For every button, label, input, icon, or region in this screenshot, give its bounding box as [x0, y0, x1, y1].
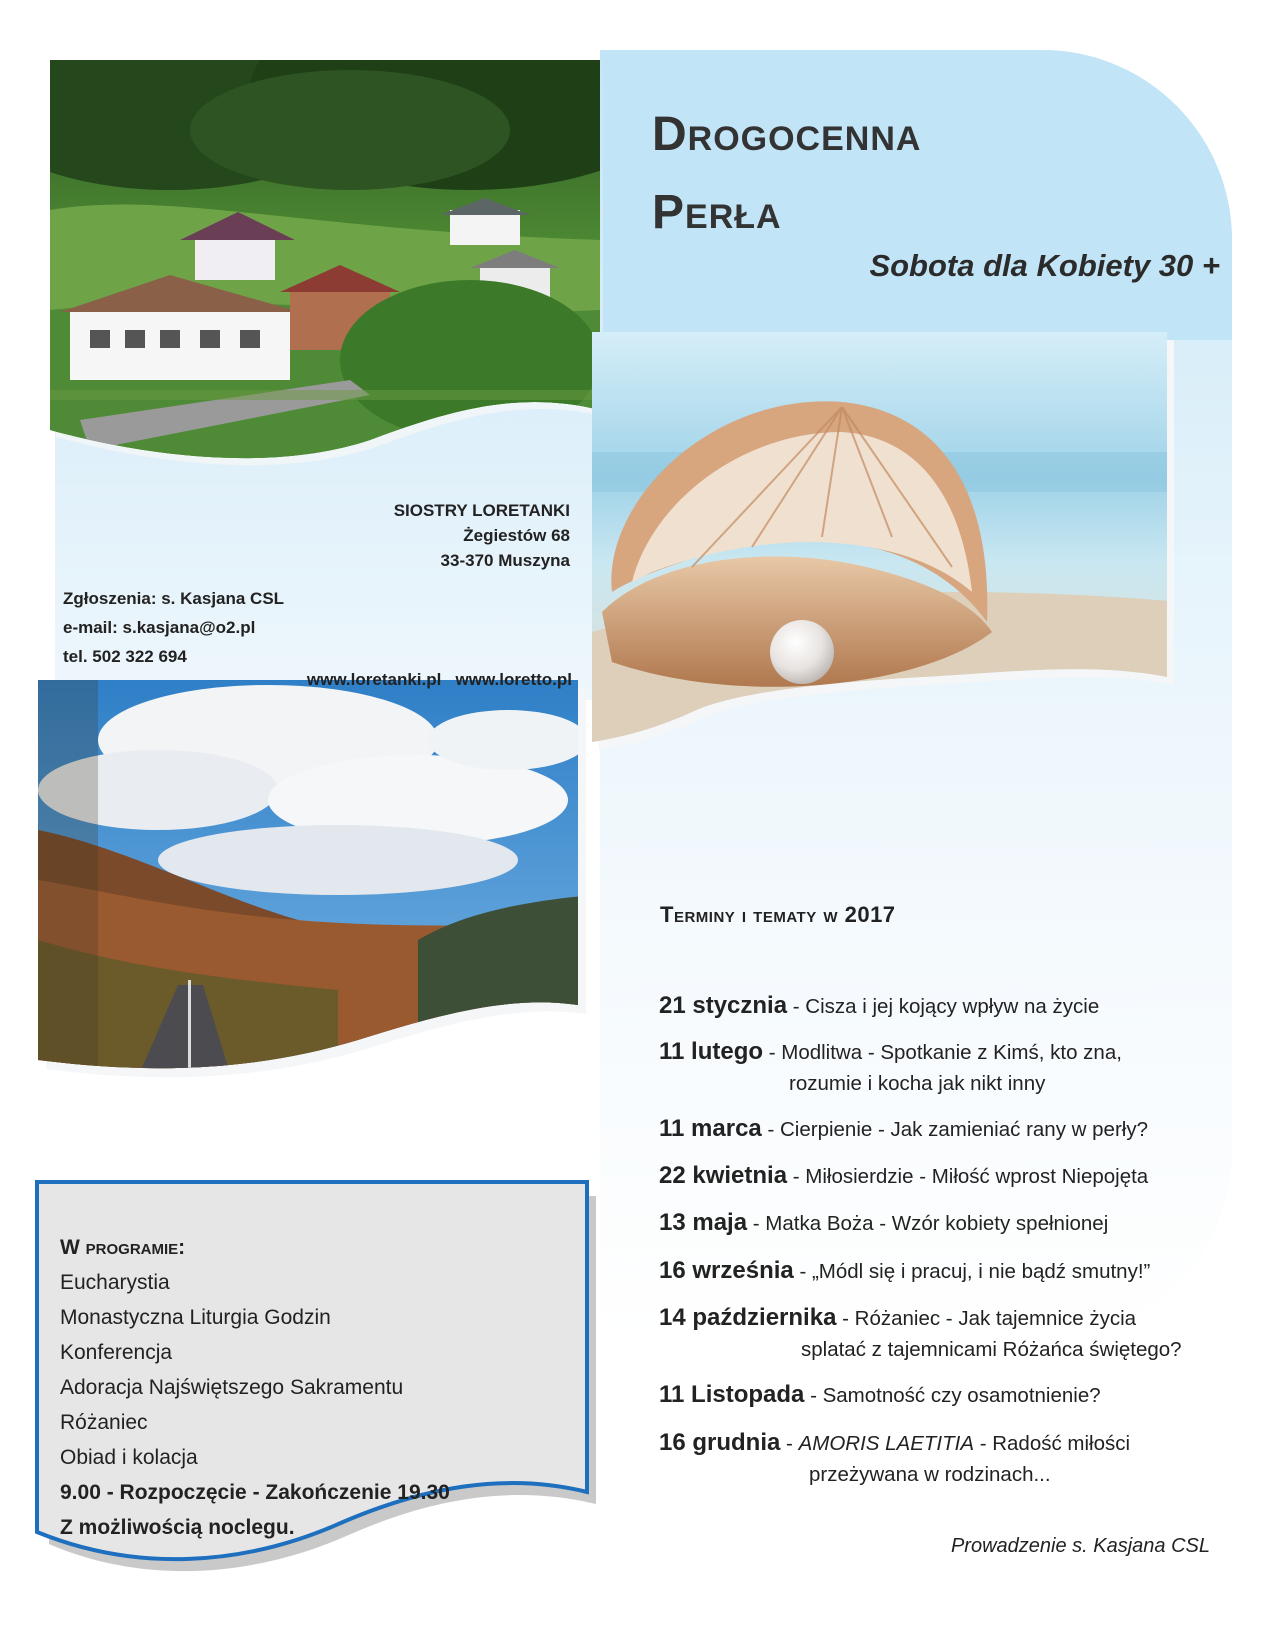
schedule-entry	[659, 1255, 1150, 1287]
entry-date: 13 maja	[659, 1209, 748, 1236]
entry-topic: - Miłosierdzie - Miłość wprost Niepojęta	[787, 1165, 1149, 1188]
websites	[200, 670, 572, 690]
entry-topic-italic: AMORIS LAETITIA	[798, 1432, 974, 1455]
program-item: Obiad i kolacja	[60, 1446, 198, 1469]
program-list	[60, 1230, 580, 1545]
entry-date: 21 stycznia	[659, 992, 788, 1019]
entry-topic: - Radość miłości	[974, 1432, 1131, 1455]
entry-date: 22 kwietnia	[659, 1162, 788, 1189]
program-hours: 9.00 - Rozpoczęcie - Zakończenie 19.30	[60, 1481, 450, 1504]
schedule-entry	[659, 1036, 1122, 1099]
mountain-road-photo	[38, 680, 593, 1100]
entry-topic: - Cierpienie - Jak zamieniać rany w perły?	[761, 1118, 1148, 1141]
entry-topic-continued: splatać z tajemnicami Różańca świętego?	[801, 1338, 1182, 1361]
program-item: Różaniec	[60, 1411, 148, 1434]
entry-date: 16 grudnia	[659, 1429, 781, 1456]
pearl-shell-photo	[592, 332, 1182, 752]
schedule-entry	[659, 1113, 1148, 1145]
email-address: e-mail: s.kasjana@o2.pl	[63, 618, 256, 637]
program-item: Konferencja	[60, 1341, 173, 1364]
title-line-1: Drogocenna	[652, 108, 922, 161]
schedule-entry	[659, 1160, 1148, 1192]
entry-date: 14 października	[659, 1304, 837, 1331]
entry-topic-prefix: -	[780, 1432, 799, 1455]
schedule-entry	[659, 990, 1099, 1022]
entry-topic: - Cisza i jej kojący wpływ na życie	[787, 995, 1100, 1018]
entry-topic: - Modlitwa - Spotkanie z Kimś, kto zna,	[763, 1041, 1122, 1064]
city-address: 33-370 Muszyna	[440, 551, 570, 570]
website-link-1[interactable]: www.loretanki.pl	[306, 670, 442, 689]
registration-info	[63, 584, 463, 671]
program-heading: W programie:	[60, 1236, 186, 1259]
facilitator-credit: Prowadzenie s. Kasjana CSL	[950, 1535, 1210, 1557]
entry-topic-continued: rozumie i kocha jak nikt inny	[789, 1072, 1046, 1095]
program-lodging: Z możliwością noclegu.	[60, 1516, 295, 1539]
program-item: Eucharystia	[60, 1271, 170, 1294]
schedule-entry	[659, 1379, 1101, 1411]
program-item: Monastyczna Liturgia Godzin	[60, 1306, 331, 1329]
schedule-entry	[659, 1207, 1108, 1239]
schedule-entry	[659, 1427, 1130, 1490]
entry-topic: - Różaniec - Jak tajemnice życia	[836, 1307, 1137, 1330]
phone-number: tel. 502 322 694	[63, 647, 187, 666]
title-line-2: Perła	[652, 186, 782, 239]
entry-date: 11 marca	[659, 1115, 762, 1142]
website-link-2[interactable]: www.loretto.pl	[455, 670, 572, 689]
schedule-heading: Terminy i tematy w 2017	[660, 902, 896, 927]
contact-address	[320, 498, 570, 573]
entry-topic: - „Módl się i pracuj, i nie bądź smutny!”	[793, 1260, 1151, 1283]
entry-topic: - Matka Boża - Wzór kobiety spełnionej	[747, 1212, 1109, 1235]
page-title	[652, 96, 1102, 252]
org-name: SIOSTRY LORETANKI	[393, 501, 570, 520]
registration-contact: Zgłoszenia: s. Kasjana CSL	[63, 589, 285, 608]
entry-topic-continued: przeżywana w rodzinach...	[809, 1463, 1051, 1486]
program-item: Adoracja Najświętszego Sakramentu	[60, 1376, 404, 1399]
entry-date: 11 lutego	[659, 1038, 764, 1065]
entry-topic: - Samotność czy osamotnienie?	[804, 1384, 1101, 1407]
village-photo	[50, 60, 600, 480]
schedule-entry	[659, 1302, 1182, 1365]
street-address: Żegiestów 68	[463, 526, 570, 545]
page-subtitle: Sobota dla Kobiety 30 +	[869, 248, 1220, 283]
entry-date: 11 Listopada	[659, 1381, 805, 1408]
entry-date: 16 września	[659, 1257, 794, 1284]
